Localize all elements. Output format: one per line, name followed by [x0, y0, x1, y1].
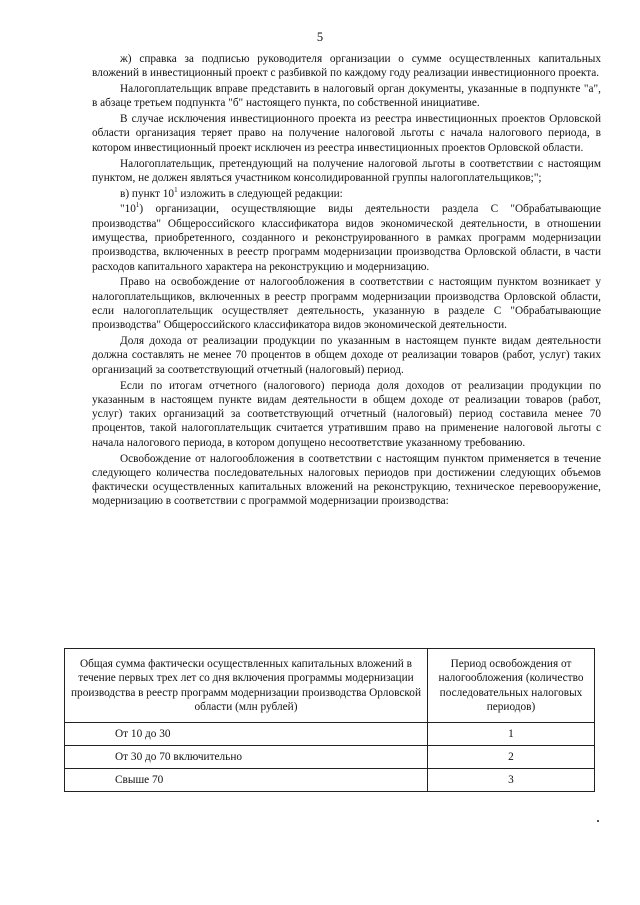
investment-range-cell: От 10 до 30 — [65, 723, 428, 746]
document-body — [92, 52, 601, 510]
superscript: 1 — [174, 185, 178, 194]
period-cell: 1 — [428, 723, 595, 746]
period-cell: 3 — [428, 769, 595, 792]
paragraph: Если по итогам отчетного (налогового) периода доля доходов от реализации продукции по указанным в настоящем пункте видам деятельности в общем доходе от реализации товаров (работ, услуг) таких организаций за соответствующий отчетный (налоговый) период составила менее 70 процентов, такой налогоплательщик считается утратившим право на применение налоговой льготы с начала налогового периода, в котором допущено несоответствие указанному требованию. — [92, 379, 601, 449]
investment-range-cell: Свыше 70 — [65, 769, 428, 792]
clause-text: ) организации, осуществляющие виды деятельности раздела С "Обрабатывающие производства" Общероссийского классификатора видов экономической деятельности, в отношении имущества, приобретенного, созданного и реконструированного в рамках программ модернизации производства, включенных в реестр программ модернизации производства Орловской области, в части расходов капитального характера на реконструкцию и модернизацию. — [92, 203, 601, 273]
table-header-row — [65, 649, 595, 723]
paragraph: Доля дохода от реализации продукции по указанным в настоящем пункте видам деятельности должна составлять не менее 70 процентов в общем доходе от реализации товаров (работ, услуг) таких организаций за соответствующий отчетный (налоговый) период. — [92, 335, 601, 376]
paragraph: Налогоплательщик вправе представить в налоговый орган документы, указанные в подпункте "а", в абзаце третьем подпункта "б" настоящего пункта, по собственной инициативе. — [92, 83, 601, 110]
column-header-investment: Общая сумма фактически осуществленных капитальных вложений в течение первых трех лет со дня включения программы модернизации производства в реестр программ модернизации производства Орловской области (млн рублей) — [65, 649, 428, 723]
clause-text: изложить в следующей редакции: — [177, 187, 343, 200]
amendment-clause-v — [92, 187, 601, 201]
paragraph: Налогоплательщик, претендующий на получение налоговой льготы в соответствии с настоящим пунктом, не должен являться участником консолидированной группы налогоплательщиков;"; — [92, 157, 601, 184]
table-row — [65, 769, 595, 792]
page-number: 5 — [316, 30, 324, 44]
investment-range-cell: От 30 до 70 включительно — [65, 746, 428, 769]
table-row — [65, 746, 595, 769]
table-row — [65, 723, 595, 746]
exemption-period-table — [64, 648, 595, 792]
paragraph: В случае исключения инвестиционного проекта из реестра инвестиционных проектов Орловской области организация теряет право на получение налоговой льготы с начала налогового периода, в котором инвестиционный проект исключен из реестра инвестиционных проектов Орловской области. — [92, 113, 601, 154]
scan-speck — [597, 820, 599, 822]
paragraph: ж) справка за подписью руководителя организации о сумме осуществленных капитальных вложений в инвестиционный проект с разбивкой по каждому году реализации инвестиционного проекта. — [92, 53, 601, 80]
period-cell: 2 — [428, 746, 595, 769]
clause-10-1-text — [92, 202, 601, 273]
superscript: 1 — [135, 201, 140, 210]
clause-text: в) пункт 10 — [120, 187, 175, 200]
column-header-period: Период освобождения от налогообложения (количество последовательных налоговых периодов) — [428, 649, 595, 723]
paragraph: Право на освобождение от налогообложения в соответствии с настоящим пунктом возникает у налогоплательщиков, включенных в реестр программ модернизации производства Орловской области, если налогоплательщик осуществляет деятельность, указанную в разделе С "Обрабатывающие производства" Общероссийского классификатора видов экономической деятельности. — [92, 276, 601, 332]
paragraph: Освобождение от налогообложения в соответствии с настоящим пунктом применяется в течение следующего количества последовательных налоговых периодов при достижении следующих объемов фактически осуществленных капитальных вложений на реконструкцию, техническое перевооружение, модернизацию в соответствии с программой модернизации производства: — [92, 452, 601, 508]
clause-text: "10 — [120, 203, 136, 216]
